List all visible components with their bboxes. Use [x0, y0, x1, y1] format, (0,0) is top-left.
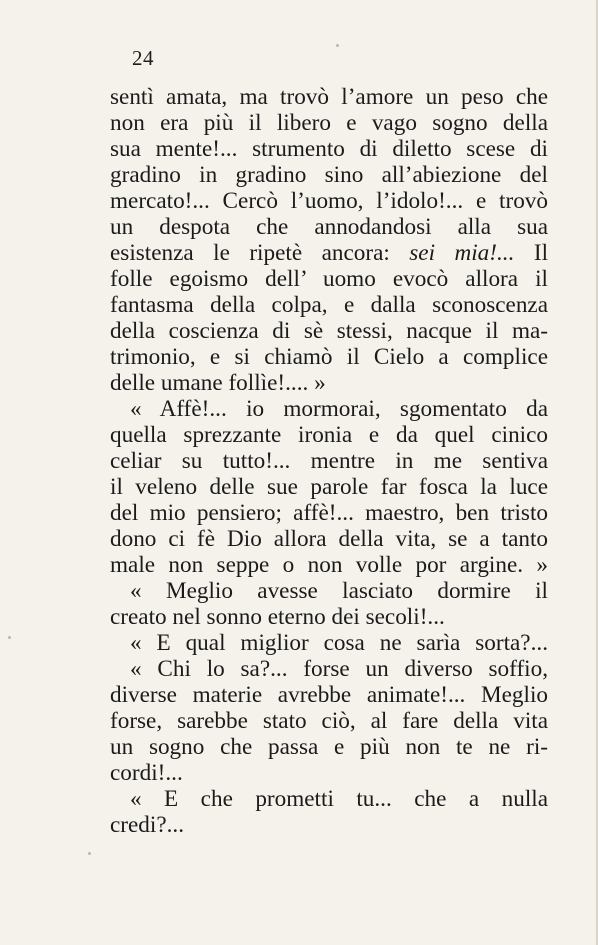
text-line: [110, 500, 548, 526]
page-number: 24: [132, 46, 154, 70]
text-line: [110, 552, 548, 578]
line-text: fantasma della colpa, e dalla sconoscenza: [110, 292, 548, 318]
paper-speck: [88, 852, 91, 855]
text-line: [110, 136, 548, 162]
line-text: « Meglio avesse lasciato dormire il: [130, 578, 548, 604]
line-text: « Affè!... io mormorai, sgomentato da: [130, 396, 548, 422]
line-text: forse, sarebbe stato ciò, al fare della vita: [110, 708, 548, 734]
line-text: « E qual miglior cosa ne sarìa sorta?...: [130, 630, 548, 656]
text-line: [110, 396, 548, 422]
text-line: [110, 708, 548, 734]
text-line: [110, 812, 548, 838]
line-text: il veleno delle sue parole far fosca la luce: [110, 474, 548, 500]
line-text: diverse materie avrebbe animate!... Meglio: [110, 682, 548, 708]
text-line: [110, 682, 548, 708]
line-text: mercato!... Cercò l’uomo, l’idolo!... e trovò: [110, 188, 548, 214]
text-line: [110, 474, 548, 500]
line-text: dono ci fè Dio allora della vita, se a tanto: [110, 526, 548, 552]
line-text: gradino in gradino sino all’abiezione del: [110, 162, 548, 188]
body-text: [110, 84, 548, 838]
line-text: « E che prometti tu... che a nulla: [130, 786, 548, 812]
text-line: [110, 656, 548, 682]
text-line: [110, 604, 548, 630]
text-line: [110, 786, 548, 812]
italic-phrase: sei mia!...: [409, 240, 515, 266]
text-line: [110, 526, 548, 552]
line-text: creato nel sonno eterno dei secoli!...: [110, 604, 445, 630]
text-line: [110, 188, 548, 214]
text-line: [110, 344, 548, 370]
paper-speck: [336, 44, 339, 47]
text-line: [110, 214, 548, 240]
text-line: [110, 578, 548, 604]
text-line: [110, 240, 548, 266]
line-text-tail: Il: [533, 240, 549, 266]
line-text: sentì amata, ma trovò l’amore un peso che: [110, 84, 548, 110]
line-text: celiar su tutto!... mentre in me sentiva: [110, 448, 548, 474]
text-line: [110, 370, 548, 396]
text-line: [110, 448, 548, 474]
text-line: [110, 734, 548, 760]
line-text: credi?...: [110, 812, 185, 838]
line-text: « Chi lo sa?... forse un diverso soffio,: [130, 656, 548, 682]
line-text: esistenza le ripetè ancora:: [110, 240, 390, 266]
line-text: delle umane follìe!.... »: [110, 370, 326, 396]
text-line: [110, 162, 548, 188]
line-text: della coscienza di sè stessi, nacque il ma-: [110, 318, 548, 344]
line-text: un despota che annodandosi alla sua: [110, 214, 548, 240]
line-text: del mio pensiero; affè!... maestro, ben tristo: [110, 500, 548, 526]
text-line: [110, 318, 548, 344]
line-text: folle egoismo dell’ uomo evocò allora il: [110, 266, 548, 292]
text-line: [110, 110, 548, 136]
line-text: quella sprezzante ironia e da quel cinico: [110, 422, 548, 448]
text-line: [110, 630, 548, 656]
line-text: un sogno che passa e più non te ne ri-: [110, 734, 548, 760]
line-text: male non seppe o non volle por argine. »: [110, 552, 548, 578]
line-text: trimonio, e si chiamò il Cielo a complice: [110, 344, 548, 370]
line-text: sua mente!... strumento di diletto scese di: [110, 136, 548, 162]
text-line: [110, 84, 548, 110]
text-line: [110, 422, 548, 448]
text-line: [110, 266, 548, 292]
paper-speck: [8, 636, 11, 639]
line-text: cordi!...: [110, 760, 183, 786]
text-line: [110, 292, 548, 318]
line-text: non era più il libero e vago sogno della: [110, 110, 548, 136]
text-line: [110, 760, 548, 786]
